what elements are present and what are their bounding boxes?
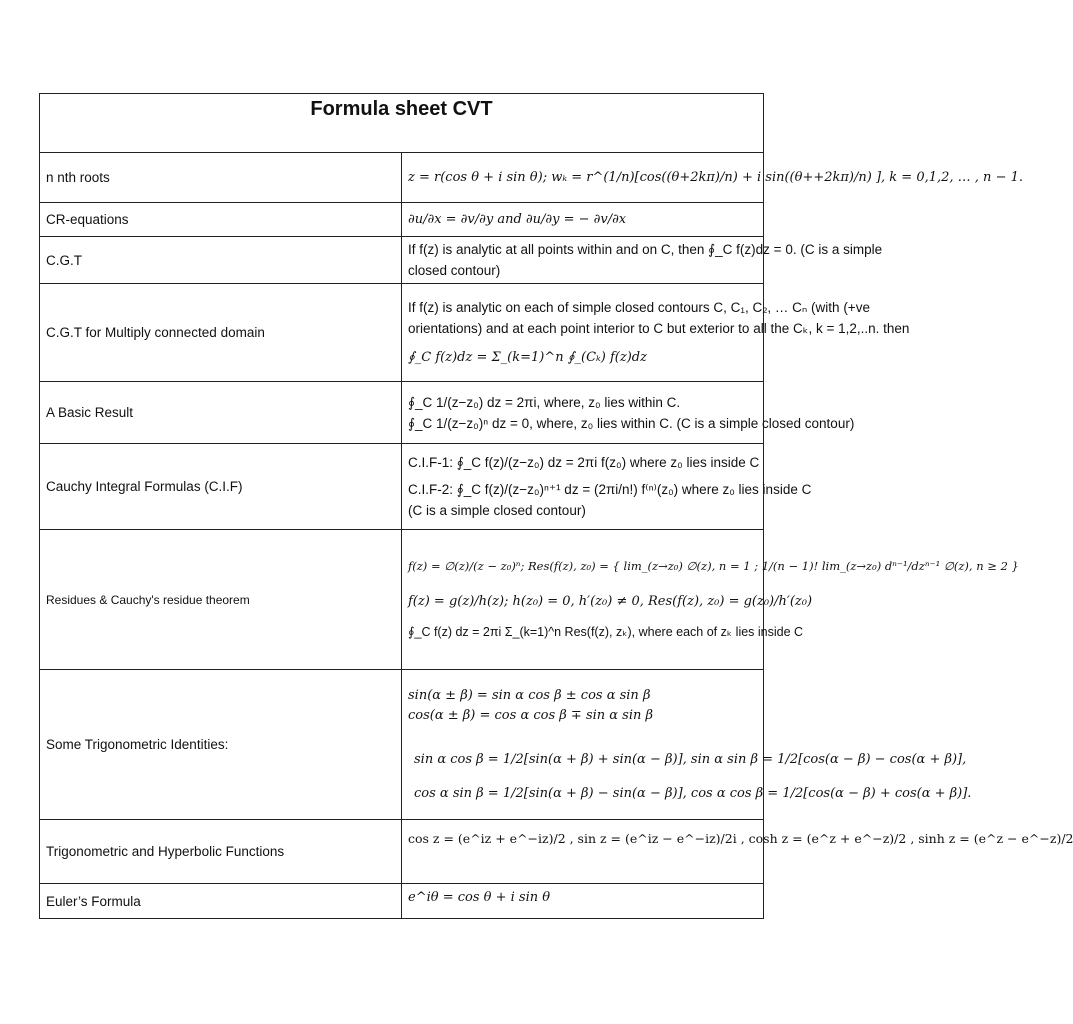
row-content <box>402 670 972 820</box>
row-content <box>402 884 764 919</box>
formula-line: sin α cos β = 1/2[sin(α + β) + sin(α − β)], sin α sin β = 1/2[cos(α − β) − cos(α + β)], <box>414 751 967 767</box>
row-label: n nth roots <box>40 153 402 203</box>
sheet-title: Formula sheet CVT <box>40 94 764 153</box>
formula-line: e^iθ = cos θ + i sin θ <box>408 890 551 905</box>
row-label: A Basic Result <box>40 382 402 444</box>
formula-line: f(z) = ∅(z)/(z − z₀)ⁿ; Res(f(z), z₀) = { lim_(z→z₀) ∅(z), n = 1 ; 1/(n − 1)! lim_(z→z₀) dⁿ⁻¹/dzⁿ⁻¹ ∅(z), n ≥ 2 } <box>408 559 1019 573</box>
formula-line: cos(α ± β) = cos α cos β ∓ sin α sin β <box>408 707 654 723</box>
row-label: Residues & Cauchy's residue theorem <box>40 530 402 670</box>
table-row <box>40 884 764 919</box>
formula-line: cos α sin β = 1/2[sin(α + β) − sin(α − β)], cos α cos β = 1/2[cos(α − β) + cos(α + β)]. <box>414 785 972 801</box>
row-content <box>402 284 910 382</box>
formula-line: C.I.F-2: ∮_C f(z)/(z−z₀)ⁿ⁺¹ dz = (2πi/n!) f⁽ⁿ⁾(z₀) where z₀ lies inside C <box>408 482 812 497</box>
row-content <box>402 153 1023 203</box>
row-label: Euler’s Formula <box>40 884 402 919</box>
formula-line: ∮_C f(z)dz = Σ_(k=1)^n ∮_(Cₖ) f(z)dz <box>408 350 647 365</box>
formula-line: cos z = (e^iz + e^−iz)/2 , sin z = (e^iz − e^−iz)/2i , cosh z = (e^z + e^−z)/2 , sinh z = (e^z − e^−z)/2 <box>408 831 1073 846</box>
table-row <box>40 284 764 382</box>
formula-line: C.I.F-1: ∮_C f(z)/(z−z₀) dz = 2πi f(z₀) where z₀ lies inside C <box>408 455 760 470</box>
row-content <box>402 444 812 530</box>
formula-line: orientations) and at each point interior to C but exterior to all the Cₖ, k = 1,2,..n. then <box>408 321 910 336</box>
formula-line: sin(α ± β) = sin α cos β ± cos α sin β <box>408 687 651 703</box>
formula-line: z = r(cos θ + i sin θ); wₖ = r^(1/n)[cos((θ+2kπ)/n) + i sin((θ++2kπ)/n) ], k = 0,1,2, … , n − 1. <box>408 170 1023 185</box>
formula-line: ∮_C f(z) dz = 2πi Σ_(k=1)^n Res(f(z), zₖ), where each of zₖ lies inside C <box>408 625 804 639</box>
table-row <box>40 444 764 530</box>
table-row <box>40 530 764 670</box>
row-content <box>402 237 883 284</box>
table-row <box>40 237 764 284</box>
row-content <box>402 203 764 237</box>
row-label: CR-equations <box>40 203 402 237</box>
row-label: Cauchy Integral Formulas (C.I.F) <box>40 444 402 530</box>
formula-sheet-table <box>39 93 1073 919</box>
row-label: C.G.T for Multiply connected domain <box>40 284 402 382</box>
table-row <box>40 820 764 884</box>
formula-line: If f(z) is analytic on each of simple closed contours C, C₁, C₂, … Cₙ (with (+ve <box>408 300 870 315</box>
formula-line: f(z) = g(z)/h(z); h(z₀) = 0, h′(z₀) ≠ 0, Res(f(z), z₀) = g(z₀)/h′(z₀) <box>408 594 813 609</box>
row-content <box>402 382 855 444</box>
formula-line: ∂u/∂x = ∂v/∂y and ∂u/∂y = − ∂v/∂x <box>408 212 627 227</box>
row-content <box>402 820 1073 884</box>
formula-line: (C is a simple closed contour) <box>408 503 586 518</box>
table-row <box>40 153 764 203</box>
formula-line: If f(z) is analytic at all points within and on C, then ∮_C f(z)dz = 0. (C is a simple <box>408 242 883 257</box>
table-row <box>40 670 764 820</box>
row-label: Some Trigonometric Identities: <box>40 670 402 820</box>
row-content <box>402 530 1019 670</box>
formula-line: closed contour) <box>408 263 501 278</box>
row-label: Trigonometric and Hyperbolic Functions <box>40 820 402 884</box>
formula-line: ∮_C 1/(z−z₀)ⁿ dz = 0, where, z₀ lies within C. (C is a simple closed contour) <box>408 415 855 431</box>
table-row <box>40 382 764 444</box>
row-label: C.G.T <box>40 237 402 284</box>
table-row <box>40 203 764 237</box>
formula-line: ∮_C 1/(z−z₀) dz = 2πi, where, z₀ lies within C. <box>408 394 681 410</box>
